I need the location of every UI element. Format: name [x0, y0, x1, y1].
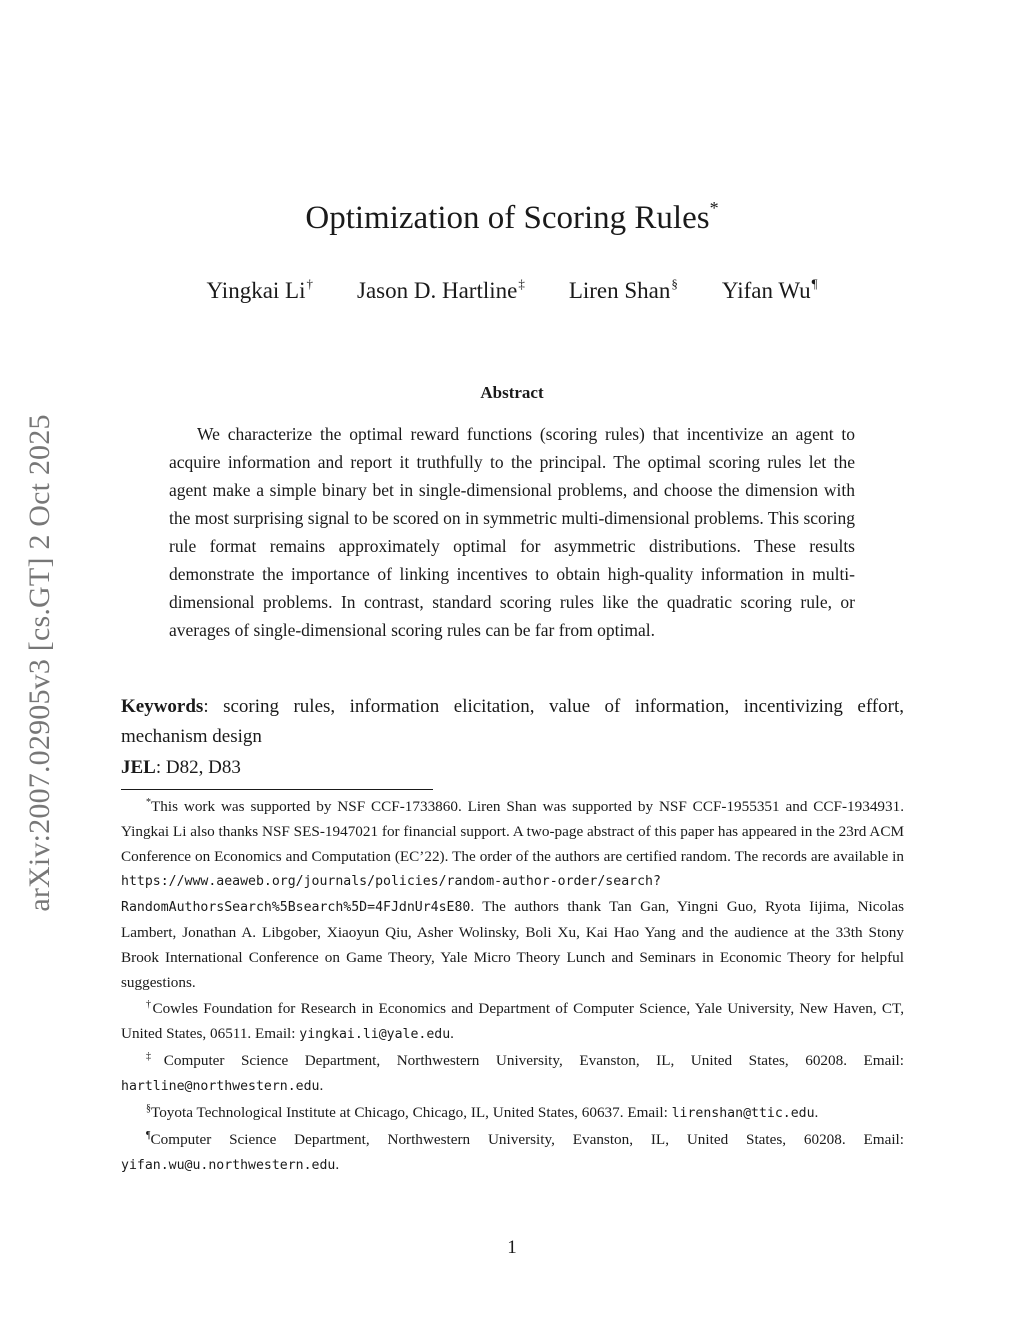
footnote-end: .: [814, 1104, 819, 1122]
author-name: Jason D. Hartline: [357, 278, 518, 303]
abstract-heading: Abstract: [480, 383, 544, 402]
author: [722, 276, 818, 304]
author-list: [0, 276, 1024, 304]
footnote-affiliation-hartline: [121, 1045, 904, 1100]
footnote-mark: †: [146, 998, 153, 1010]
footnote-text: This work was supported by NSF CCF-1733860. Liren Shan was supported by NSF CCF-1955351 and CCF-1934931. Yingkai Li also thanks NSF SES-1947021 for financial support. A two-page abstract of this paper has appeared in the 23rd ACM Conference on Economics and Computation (EC’22). The order of the authors are certified random. The records are available in: [121, 798, 904, 865]
keywords-text: : scoring rules, information elicitation, value of information, incentivizing effort, mechanism design: [121, 696, 904, 747]
footnote-text-continued: . The authors thank Tan Gan, Yingni Guo, Ryota Iijima, Nicolas Lambert, Jonathan A. Libgober, Xiaoyun Qiu, Asher Wolinsky, Boli Xu, Kai Hao Yang and the audience at the 33th Stony Brook International Conference on Game Theory, Yale Micro Theory Lunch and Seminars in Economic Theory for helpful suggestions.: [121, 898, 904, 991]
author-name: Yifan Wu: [721, 278, 811, 303]
footnotes: [121, 791, 904, 1176]
footnote-mark: ¶: [146, 1130, 151, 1142]
author-footnote-mark: ¶: [811, 276, 818, 291]
title-text: Optimization of Scoring Rules: [305, 200, 710, 236]
footnote-rule: [121, 789, 433, 790]
footnote-mark: ‡: [146, 1050, 164, 1062]
footnote-affiliation-li: [121, 993, 904, 1048]
footnote-text: Toyota Technological Institute at Chicago, Chicago, IL, United States, 60637. Email:: [151, 1104, 672, 1122]
footnote-end: .: [335, 1156, 340, 1174]
abstract-body: We characterize the optimal reward functions (scoring rules) that incentivize an agent to acquire information and report it truthfully to the principal. The optimal scoring rules let the agent make a simple binary bet in single-dimensional problems, and choose the dimension with the most surprising signal to be scored on in symmetric multi-dimensional problems. This scoring rule format remains approximately optimal for asymmetric distributions. These results demonstrate the importance of linking incentives to obtain high-quality information in multi-dimensional problems. In contrast, standard scoring rules like the quadratic scoring rule, or averages of single-dimensional scoring rules can be far from optimal.: [169, 424, 855, 640]
footnote-mark: §: [146, 1103, 151, 1115]
footnote-text: Computer Science Department, Northwestern University, Evanston, IL, United States, 60208. Email:: [150, 1131, 904, 1149]
email-link[interactable]: yifan.wu@u.northwestern.edu: [121, 1158, 336, 1174]
footnote-affiliation-shan: [121, 1097, 904, 1127]
footnote-end: .: [450, 1024, 454, 1042]
footnote-text: Cowles Foundation for Research in Economics and Department of Computer Science, Yale University, New Haven, CT, United States, 06511. Email:: [121, 999, 904, 1042]
author: [569, 276, 678, 304]
jel-line: [121, 753, 241, 783]
arxiv-identifier: arXiv:2007.02905v3 [cs.GT] 2 Oct 2025: [23, 413, 56, 912]
author-order-link[interactable]: https://www.aeaweb.org/journals/policies/random-author-order/search?RandomAuthorsSearch%5Bsearch%5D=4FJdnUr4sE80: [121, 874, 661, 916]
title-footnote-mark: *: [709, 198, 719, 218]
author-name: Liren Shan: [568, 278, 671, 303]
email-link[interactable]: lirenshan@ttic.edu: [671, 1106, 815, 1122]
author: [206, 276, 313, 304]
author: [357, 276, 525, 304]
author-footnote-mark: §: [671, 276, 678, 291]
jel-label: JEL: [121, 757, 156, 778]
email-link[interactable]: hartline@northwestern.edu: [121, 1078, 320, 1094]
page-number: 1: [507, 1237, 517, 1258]
email-link[interactable]: yingkai.li@yale.edu: [299, 1026, 451, 1042]
footnote-mark: *: [146, 797, 151, 808]
jel-text: : D82, D83: [155, 757, 241, 778]
paper-title: [0, 198, 1024, 237]
arxiv-side-stamp: [15, 380, 65, 945]
footnote-funding: [121, 791, 904, 995]
keywords-line: [121, 692, 904, 752]
author-footnote-mark: †: [306, 276, 313, 291]
footnote-affiliation-wu: [121, 1124, 904, 1179]
keywords-label: Keywords: [121, 696, 204, 717]
author-footnote-mark: ‡: [518, 276, 525, 291]
footnote-end: .: [319, 1076, 324, 1094]
author-name: Yingkai Li: [206, 278, 306, 303]
footnote-text: Computer Science Department, Northwestern University, Evanston, IL, United States, 60208. Email:: [163, 1051, 904, 1069]
